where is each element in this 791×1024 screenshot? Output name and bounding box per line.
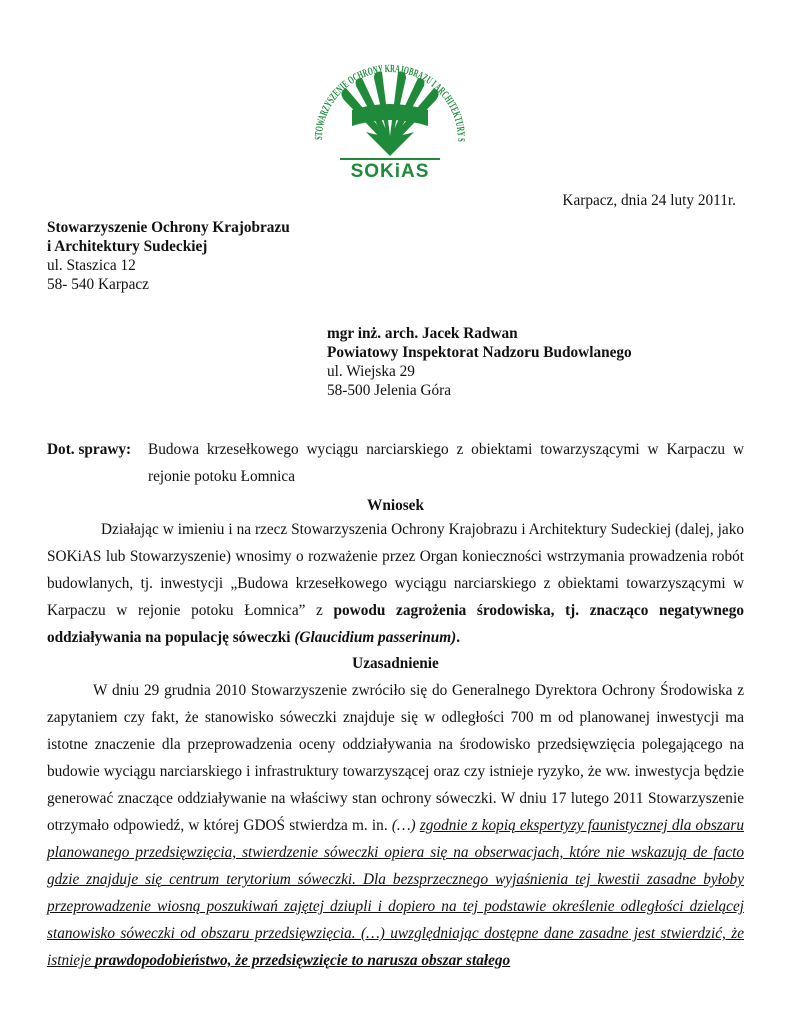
sender-name-line2: i Architektury Sudeckiej bbox=[47, 238, 208, 255]
recipient-person: mgr inż. arch. Jacek Radwan bbox=[327, 325, 518, 342]
sender-city: 58- 540 Karpacz bbox=[47, 276, 149, 293]
logo-brand: SOKiAS bbox=[350, 161, 430, 180]
request-text: Działając w imieniu i na rzecz Stowarzyszenia Ochrony Krajobrazu i Architektury Sudeckiej (dalej, jako SOKiAS lub Stowarzyszenie) wnosimy o rozważenie przez Organ konieczności wstrzymania prowadzenia robót budowlanych, tj. inwestycji „Budowa krzesełkowego wyciągu narciarskiego z obiektami towarzyszącymi w Karpaczu w rejonie potoku Łomnica” z bbox=[47, 521, 744, 619]
justification-paragraph bbox=[47, 677, 744, 974]
request-paragraph bbox=[47, 516, 744, 651]
sender-name-line1: Stowarzyszenie Ochrony Krajobrazu bbox=[47, 219, 290, 236]
recipient-street: ul. Wiejska 29 bbox=[327, 363, 415, 380]
quote-ellipsis: (…) bbox=[391, 817, 420, 834]
request-species-name: (Glaucidium passerinum) bbox=[294, 629, 457, 646]
logo-arc-text: STOWARZYSZENIE OCHRONY KRAJOBRAZU I ARCHITEKTURY S bbox=[312, 62, 468, 145]
subject-line1: Budowa krzesełkowego wyciągu narciarskiego z obiektami towarzyszącymi w Karpaczu w bbox=[148, 441, 744, 458]
quote-bold-underlined: prawdopodobieństwo, że przedsięwzięcie to narusza obszar stałego bbox=[95, 952, 511, 969]
request-end: . bbox=[456, 629, 461, 646]
recipient-institution: Powiatowy Inspektorat Nadzoru Budowlanego bbox=[327, 344, 632, 361]
heading-request: Wniosek bbox=[367, 497, 424, 514]
date-line: Karpacz, dnia 24 luty 2011r. bbox=[562, 192, 736, 209]
subject-line2: rejonie potoku Łomnica bbox=[148, 468, 295, 485]
request-bold-text: powodu zagrożenia środowiska, tj. znacząco negatywnego oddziaływania na populację sóweczki bbox=[47, 602, 744, 646]
sender-block bbox=[47, 218, 290, 294]
quote-underlined: zgodnie z kopią ekspertyzy faunistycznej dla obszaru planowanego przedsięwzięcia, stwierdzenie sóweczki opiera się na obserwacjach, które nie wskazują de facto gdzie znajduje się centrum terytorium sóweczki. Dla bezsprzecznego wyjaśnienia tej kwestii zasadne byłoby przeprowadzenie wiosną poszukiwań zajętej dziupli i dopiero na tej podstawie określenie odległości dzielącej stanowisko sóweczki od obszaru przedsięwzięcia. (…) uwzględniając dostępne dane zasadne jest stwierdzić, że istnieje bbox=[47, 817, 745, 969]
logo-emblem-icon bbox=[300, 48, 480, 180]
heading-justification: Uzasadnienie bbox=[352, 655, 439, 672]
justification-text: W dniu 29 grudnia 2010 Stowarzyszenie zwróciło się do Generalnego Dyrektora Ochrony Środowiska z zapytaniem czy fakt, że stanowisko sóweczki znajduje się w odległości 700 m od planowanej inwestycji ma istotne znaczenie dla przeprowadzenia oceny oddziaływania na środowisko przedsięwzięcia polegającego na budowie wyciągu narciarskiego i infrastruktury towarzyszącej oraz czy istnieje ryzyko, że ww. inwestycja będzie generować znaczące oddziaływanie na właściwy stan ochrony sóweczki. W dniu 17 lutego 2011 Stowarzyszenie otrzymało odpowiedź, w której GDOŚ stwierdza m. in. bbox=[47, 682, 744, 834]
subject-label: Dot. sprawy: bbox=[47, 441, 132, 458]
sokias-logo bbox=[300, 48, 480, 180]
recipient-city: 58-500 Jelenia Góra bbox=[327, 382, 452, 399]
leaf-fan-icon bbox=[341, 72, 438, 156]
sender-street: ul. Staszica 12 bbox=[47, 257, 136, 274]
recipient-block bbox=[327, 324, 632, 400]
